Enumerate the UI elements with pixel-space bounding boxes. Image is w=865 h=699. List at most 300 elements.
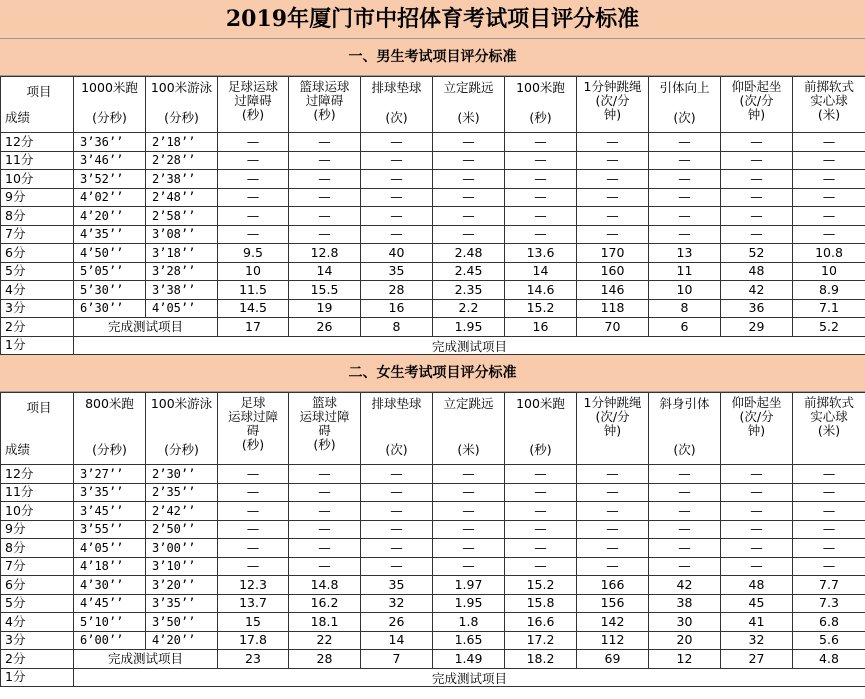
value-cell: 13 <box>649 244 721 263</box>
run-time-cell: 3’52’’ <box>74 170 146 189</box>
value-cell: 8.9 <box>793 281 865 300</box>
value-cell: 20 <box>649 631 721 650</box>
swim-time-cell: 2’42’’ <box>146 502 218 521</box>
item-label: 项目 <box>26 84 52 99</box>
value-cell: 12 <box>649 650 721 669</box>
value-cell: — <box>433 225 505 244</box>
table-row <box>1 262 865 281</box>
header-cell <box>361 393 433 465</box>
value-cell: — <box>577 502 649 521</box>
header-label: 立定跳远 <box>443 80 494 95</box>
value-cell: — <box>218 557 289 576</box>
value-cell: — <box>793 133 865 152</box>
value-cell: 12.3 <box>218 576 289 595</box>
value-cell: — <box>577 151 649 170</box>
value-cell: — <box>577 539 649 558</box>
value-cell: 36 <box>721 299 793 318</box>
value-cell: 17 <box>218 318 289 337</box>
score-cell: 8分 <box>1 207 74 226</box>
table-row <box>1 225 865 244</box>
value-cell: 11.5 <box>218 281 289 300</box>
value-cell: 16.6 <box>505 613 577 632</box>
table-row-2-points <box>1 318 865 337</box>
table-row <box>1 188 865 207</box>
swim-time-cell: 2’28’’ <box>146 151 218 170</box>
table-row <box>1 594 865 613</box>
value-cell: 8 <box>649 299 721 318</box>
swim-time-cell: 3’38’’ <box>146 281 218 300</box>
value-cell: — <box>218 502 289 521</box>
item-label: 项目 <box>26 400 52 415</box>
value-cell: — <box>577 557 649 576</box>
header-corner-cell <box>1 393 74 465</box>
swim-time-cell: 3’08’’ <box>146 225 218 244</box>
table-row <box>1 557 865 576</box>
run-time-cell: 3’45’’ <box>74 502 146 521</box>
value-cell: — <box>649 465 721 484</box>
header-line: 前掷软式 <box>803 395 854 410</box>
score-cell: 7分 <box>1 225 74 244</box>
score-cell: 12分 <box>1 133 74 152</box>
header-line: (秒) <box>241 437 265 452</box>
score-cell: 8分 <box>1 539 74 558</box>
value-cell: — <box>649 207 721 226</box>
value-cell: — <box>721 170 793 189</box>
value-cell: 13.7 <box>218 594 289 613</box>
value-cell: 41 <box>721 613 793 632</box>
value-cell: — <box>649 133 721 152</box>
run-time-cell: 4’35’’ <box>74 225 146 244</box>
value-cell: 2.2 <box>433 299 505 318</box>
value-cell: — <box>649 520 721 539</box>
value-cell: 32 <box>721 631 793 650</box>
table-row <box>1 483 865 502</box>
score-cell: 10分 <box>1 502 74 521</box>
table-row <box>1 520 865 539</box>
value-cell: — <box>505 188 577 207</box>
header-cell <box>218 77 289 133</box>
page-title: 2019年厦门市中招体育考试项目评分标准 <box>0 0 865 39</box>
value-cell: — <box>793 151 865 170</box>
value-cell: — <box>289 170 361 189</box>
value-cell: — <box>361 539 433 558</box>
header-cell <box>289 77 361 133</box>
header-line: 篮球运球 <box>299 79 350 94</box>
header-cell <box>289 393 361 465</box>
value-cell: — <box>649 188 721 207</box>
header-label: 1000米跑 <box>81 80 138 95</box>
header-label: 100米跑 <box>516 396 565 411</box>
value-cell: — <box>218 465 289 484</box>
value-cell: — <box>577 133 649 152</box>
value-cell: 23 <box>218 650 289 669</box>
score-cell: 6分 <box>1 244 74 263</box>
value-cell: 2.35 <box>433 281 505 300</box>
value-cell: — <box>793 557 865 576</box>
score-cell: 4分 <box>1 281 74 300</box>
score-cell: 3分 <box>1 299 74 318</box>
table-row <box>1 576 865 595</box>
value-cell: — <box>433 133 505 152</box>
header-row <box>1 77 865 133</box>
complete-test-cell: 完成测试项目 <box>74 318 218 337</box>
value-cell: 11 <box>649 262 721 281</box>
header-cell <box>146 393 218 465</box>
value-cell: — <box>218 539 289 558</box>
value-cell: 7.3 <box>793 594 865 613</box>
value-cell: 156 <box>577 594 649 613</box>
value-cell: — <box>577 483 649 502</box>
value-cell: — <box>289 557 361 576</box>
header-unit: (分秒) <box>92 442 127 457</box>
value-cell: 18.2 <box>505 650 577 669</box>
header-cell <box>433 393 505 465</box>
value-cell: 7.7 <box>793 576 865 595</box>
value-cell: 15.5 <box>289 281 361 300</box>
value-cell: — <box>289 133 361 152</box>
header-unit: (次) <box>673 442 696 457</box>
value-cell: 48 <box>721 262 793 281</box>
score-cell: 7分 <box>1 557 74 576</box>
value-cell: — <box>289 188 361 207</box>
value-cell: — <box>433 520 505 539</box>
value-cell: 15.2 <box>505 299 577 318</box>
header-cell <box>793 77 865 133</box>
header-row <box>1 393 865 465</box>
value-cell: 1.97 <box>433 576 505 595</box>
value-cell: 10.8 <box>793 244 865 263</box>
complete-test-cell: 完成测试项目 <box>74 668 865 687</box>
header-line: 碍 <box>318 423 331 438</box>
run-time-cell: 4’05’’ <box>74 539 146 558</box>
swim-time-cell: 3’18’’ <box>146 244 218 263</box>
value-cell: 6.8 <box>793 613 865 632</box>
value-cell: — <box>577 170 649 189</box>
header-cell <box>577 393 649 465</box>
value-cell: 10 <box>649 281 721 300</box>
header-line: 运球过障 <box>299 409 350 424</box>
score-cell: 5分 <box>1 262 74 281</box>
value-cell: — <box>218 520 289 539</box>
complete-test-cell: 完成测试项目 <box>74 336 865 355</box>
value-cell: — <box>289 520 361 539</box>
score-cell: 1分 <box>1 668 74 687</box>
header-cell <box>74 77 146 133</box>
value-cell: — <box>218 133 289 152</box>
female-score-table <box>0 392 865 687</box>
header-unit: (米) <box>457 442 480 457</box>
value-cell: 10 <box>793 262 865 281</box>
value-cell: — <box>289 151 361 170</box>
score-cell: 3分 <box>1 631 74 650</box>
run-time-cell: 3’36’’ <box>74 133 146 152</box>
header-line: 钟) <box>603 107 622 122</box>
value-cell: 35 <box>361 576 433 595</box>
score-cell: 2分 <box>1 318 74 337</box>
value-cell: 112 <box>577 631 649 650</box>
value-cell: — <box>505 502 577 521</box>
table-row <box>1 133 865 152</box>
value-cell: 170 <box>577 244 649 263</box>
table-row <box>1 299 865 318</box>
swim-time-cell: 4’20’’ <box>146 631 218 650</box>
header-line: (米) <box>817 107 841 122</box>
value-cell: — <box>793 225 865 244</box>
table-row <box>1 539 865 558</box>
header-cell <box>433 77 505 133</box>
value-cell: — <box>433 170 505 189</box>
value-cell: — <box>433 557 505 576</box>
value-cell: 9.5 <box>218 244 289 263</box>
value-cell: — <box>721 225 793 244</box>
value-cell: — <box>433 483 505 502</box>
header-cell <box>649 393 721 465</box>
value-cell: — <box>793 502 865 521</box>
grade-label: 成绩 <box>5 110 31 125</box>
header-unit: (秒) <box>529 110 552 125</box>
run-time-cell: 5’10’’ <box>74 613 146 632</box>
value-cell: 142 <box>577 613 649 632</box>
value-cell: 38 <box>649 594 721 613</box>
header-line: 篮球 <box>311 395 337 410</box>
value-cell: — <box>433 188 505 207</box>
swim-time-cell: 2’35’’ <box>146 483 218 502</box>
value-cell: — <box>721 188 793 207</box>
value-cell: — <box>361 483 433 502</box>
header-label: 立定跳远 <box>443 396 494 411</box>
header-label: 100米跑 <box>516 80 565 95</box>
value-cell: 35 <box>361 262 433 281</box>
value-cell: — <box>218 151 289 170</box>
run-time-cell: 5’30’’ <box>74 281 146 300</box>
header-line: 前掷软式 <box>803 79 854 94</box>
value-cell: 14 <box>361 631 433 650</box>
value-cell: — <box>433 151 505 170</box>
value-cell: 69 <box>577 650 649 669</box>
header-line: (次/分 <box>739 93 774 108</box>
value-cell: 32 <box>361 594 433 613</box>
header-unit: (分秒) <box>164 110 199 125</box>
header-line: 过障碍 <box>305 93 344 108</box>
value-cell: — <box>218 188 289 207</box>
value-cell: 4.8 <box>793 650 865 669</box>
header-label: 排球垫球 <box>371 80 422 95</box>
value-cell: 7 <box>361 650 433 669</box>
value-cell: 26 <box>361 613 433 632</box>
value-cell: 17.2 <box>505 631 577 650</box>
swim-time-cell: 3’20’’ <box>146 576 218 595</box>
value-cell: — <box>793 520 865 539</box>
header-cell <box>505 77 577 133</box>
value-cell: — <box>289 502 361 521</box>
run-time-cell: 3’35’’ <box>74 483 146 502</box>
value-cell: 12.8 <box>289 244 361 263</box>
header-line: (秒) <box>313 437 336 452</box>
header-label: 引体向上 <box>659 80 710 95</box>
value-cell: — <box>721 207 793 226</box>
run-time-cell: 5’05’’ <box>74 262 146 281</box>
header-line: (次/分 <box>595 409 630 424</box>
value-cell: 16.2 <box>289 594 361 613</box>
value-cell: 45 <box>721 594 793 613</box>
score-cell: 4分 <box>1 613 74 632</box>
value-cell: — <box>505 520 577 539</box>
value-cell: — <box>505 133 577 152</box>
value-cell: — <box>361 151 433 170</box>
header-corner-cell <box>1 77 74 133</box>
grade-label: 成绩 <box>5 442 31 457</box>
swim-time-cell: 2’18’’ <box>146 133 218 152</box>
header-label: 100米游泳 <box>150 80 213 95</box>
header-line: 过障碍 <box>234 93 272 108</box>
header-unit: (次) <box>385 110 408 125</box>
header-line: 足球运球 <box>227 79 278 94</box>
value-cell: 10 <box>218 262 289 281</box>
table-row <box>1 170 865 189</box>
table-row-2-points <box>1 650 865 669</box>
value-cell: — <box>721 539 793 558</box>
value-cell: — <box>721 520 793 539</box>
value-cell: — <box>577 520 649 539</box>
header-cell <box>721 393 793 465</box>
header-line: (秒) <box>241 107 265 122</box>
run-time-cell: 6’30’’ <box>74 299 146 318</box>
header-unit: (秒) <box>529 442 552 457</box>
female-section-title: 二、女生考试项目评分标准 <box>0 355 865 392</box>
swim-time-cell: 3’35’’ <box>146 594 218 613</box>
value-cell: — <box>433 502 505 521</box>
value-cell: — <box>361 502 433 521</box>
header-line: (次/分 <box>739 409 774 424</box>
header-line: 钟) <box>747 423 766 438</box>
value-cell: 15.8 <box>505 594 577 613</box>
swim-time-cell: 2’50’’ <box>146 520 218 539</box>
value-cell: — <box>649 502 721 521</box>
table-row <box>1 465 865 484</box>
value-cell: 118 <box>577 299 649 318</box>
value-cell: — <box>577 465 649 484</box>
swim-time-cell: 3’50’’ <box>146 613 218 632</box>
value-cell: — <box>361 465 433 484</box>
table-row <box>1 281 865 300</box>
value-cell: — <box>721 151 793 170</box>
value-cell: 14 <box>289 262 361 281</box>
value-cell: — <box>361 170 433 189</box>
swim-time-cell: 3’10’’ <box>146 557 218 576</box>
header-line: 钟) <box>603 423 622 438</box>
value-cell: 13.6 <box>505 244 577 263</box>
header-line: 钟) <box>747 107 766 122</box>
value-cell: 70 <box>577 318 649 337</box>
score-cell: 10分 <box>1 170 74 189</box>
value-cell: — <box>289 207 361 226</box>
value-cell: — <box>505 151 577 170</box>
header-cell <box>361 77 433 133</box>
table-row <box>1 613 865 632</box>
value-cell: — <box>361 133 433 152</box>
value-cell: 19 <box>289 299 361 318</box>
table-row <box>1 631 865 650</box>
header-line: 足球 <box>240 395 266 410</box>
run-time-cell: 3’55’’ <box>74 520 146 539</box>
header-unit: (米) <box>457 110 480 125</box>
value-cell: 2.45 <box>433 262 505 281</box>
header-line: (秒) <box>313 107 336 122</box>
header-cell <box>649 77 721 133</box>
value-cell: 16 <box>361 299 433 318</box>
value-cell: 40 <box>361 244 433 263</box>
value-cell: 166 <box>577 576 649 595</box>
value-cell: 28 <box>361 281 433 300</box>
header-label: 排球垫球 <box>371 396 422 411</box>
header-line: 仰卧起坐 <box>731 79 782 94</box>
run-time-cell: 4’30’’ <box>74 576 146 595</box>
score-cell: 11分 <box>1 151 74 170</box>
header-line: 1分钟跳绳 <box>583 395 642 410</box>
header-cell <box>505 393 577 465</box>
value-cell: 15.2 <box>505 576 577 595</box>
value-cell: 1.49 <box>433 650 505 669</box>
header-unit: (分秒) <box>164 442 199 457</box>
value-cell: — <box>361 207 433 226</box>
value-cell: — <box>361 225 433 244</box>
value-cell: — <box>793 539 865 558</box>
value-cell: — <box>721 483 793 502</box>
header-unit: (次) <box>385 442 408 457</box>
value-cell: — <box>289 539 361 558</box>
value-cell: 26 <box>289 318 361 337</box>
value-cell: — <box>505 207 577 226</box>
value-cell: 48 <box>721 576 793 595</box>
value-cell: 146 <box>577 281 649 300</box>
value-cell: 14.5 <box>218 299 289 318</box>
value-cell: — <box>721 465 793 484</box>
value-cell: — <box>793 207 865 226</box>
value-cell: 5.2 <box>793 318 865 337</box>
swim-time-cell: 2’30’’ <box>146 465 218 484</box>
value-cell: 15 <box>218 613 289 632</box>
header-label: 斜身引体 <box>659 396 710 411</box>
header-cell <box>74 393 146 465</box>
swim-time-cell: 2’38’’ <box>146 170 218 189</box>
header-line: 1分钟跳绳 <box>583 79 642 94</box>
header-cell <box>577 77 649 133</box>
run-time-cell: 4’18’’ <box>74 557 146 576</box>
run-time-cell: 3’27’’ <box>74 465 146 484</box>
table-row-1-point <box>1 336 865 355</box>
value-cell: 42 <box>649 576 721 595</box>
value-cell: — <box>361 520 433 539</box>
run-time-cell: 4’02’’ <box>74 188 146 207</box>
value-cell: 52 <box>721 244 793 263</box>
header-line: 碍 <box>246 423 260 438</box>
table-row <box>1 151 865 170</box>
value-cell: 5.6 <box>793 631 865 650</box>
value-cell: — <box>218 170 289 189</box>
header-line: 实心球 <box>810 93 848 108</box>
header-line: 仰卧起坐 <box>731 395 782 410</box>
value-cell: 1.8 <box>433 613 505 632</box>
value-cell: 30 <box>649 613 721 632</box>
value-cell: — <box>577 207 649 226</box>
swim-time-cell: 2’48’’ <box>146 188 218 207</box>
value-cell: — <box>721 502 793 521</box>
value-cell: 8 <box>361 318 433 337</box>
swim-time-cell: 3’28’’ <box>146 262 218 281</box>
value-cell: — <box>793 465 865 484</box>
value-cell: — <box>649 483 721 502</box>
table-row <box>1 244 865 263</box>
